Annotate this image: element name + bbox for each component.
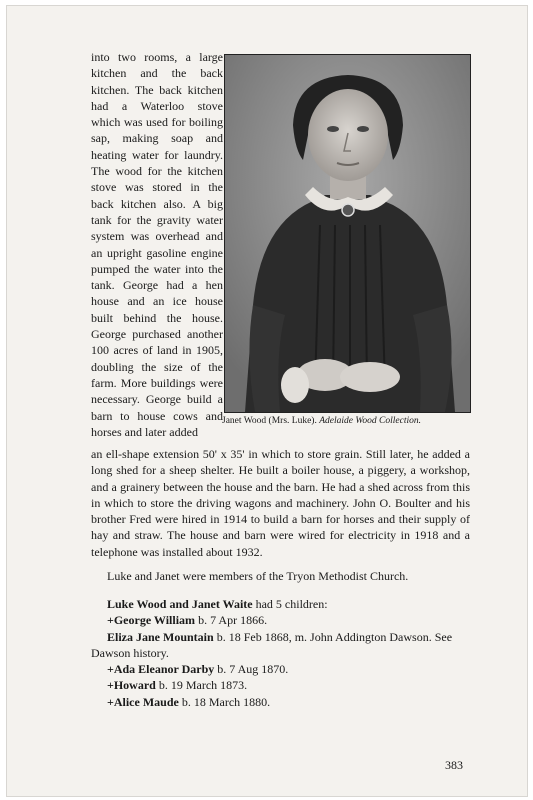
child-entry — [91, 661, 470, 677]
children-intro-rest: had 5 children: — [252, 597, 328, 611]
child-name: +George William — [107, 613, 196, 628]
narrow-column-text — [91, 49, 223, 440]
column-paragraph: into two rooms, a large kitchen and the back kitchen. The back kitchen had a Waterloo stove which was used for boiling sap, making soap and heating water for laundry. The wood for the kitchen stove was stored in the back kitchen also. A big tank for the gravity water system was overhead and an upright gasoline engine pumped the water into the tank. George had a hen house and an ice house built behind the house. George purchased another 100 acres of land in 1905, doubling the size of the farm. More buildings were necessary. George build a barn to house cows and horses and later added — [91, 50, 223, 439]
child-name: +Ada Eleanor Darby — [107, 662, 215, 677]
portrait-photo — [224, 54, 471, 413]
caption-source: Adelaide Wood Collection. — [319, 416, 421, 426]
child-entry — [91, 629, 470, 662]
photo-caption — [222, 415, 482, 427]
child-entry — [91, 694, 470, 710]
child-name: +Alice Maude — [107, 694, 179, 709]
child-detail: b. 18 Feb 1868, m. John Addington Dawson. See Dawson history. — [91, 629, 453, 660]
children-intro — [91, 596, 470, 612]
full-width-text — [91, 446, 470, 584]
child-detail: b. 7 Apr 1866. — [195, 613, 268, 628]
children-list — [91, 596, 470, 710]
child-entry — [91, 612, 470, 628]
child-detail: b. 18 March 1880. — [178, 694, 271, 709]
child-detail: b. 19 March 1873. — [155, 678, 248, 693]
parents-names: Luke Wood and Janet Waite — [107, 597, 253, 611]
caption-main: Janet Wood (Mrs. Luke). — [222, 416, 317, 426]
child-name: +Howard — [107, 678, 156, 693]
church-paragraph: Luke and Janet were members of the Tryon Methodist Church. — [107, 569, 409, 584]
book-page — [6, 5, 528, 797]
child-name: Eliza Jane Mountain — [107, 629, 214, 644]
child-entry — [91, 677, 470, 693]
child-detail: b. 7 Aug 1870. — [214, 662, 289, 677]
page-number: 383 — [445, 758, 463, 772]
full-paragraph: an ell-shape extension 50' x 35' in which to store grain. Still later, he added a long shed for a sheep shelter. He built a boiler house, a piggery, a workshop, and a grainery between the house and the barn. He had a shed across from this in which to store the driving wagons and machinery. John O. Boulter and his brother Fred were hired in 1914 to build a barn for horses and their supply of hay and straw. The house and barn were wired for electricity in 1918 and a telephone was installed about 1932. — [91, 447, 470, 559]
